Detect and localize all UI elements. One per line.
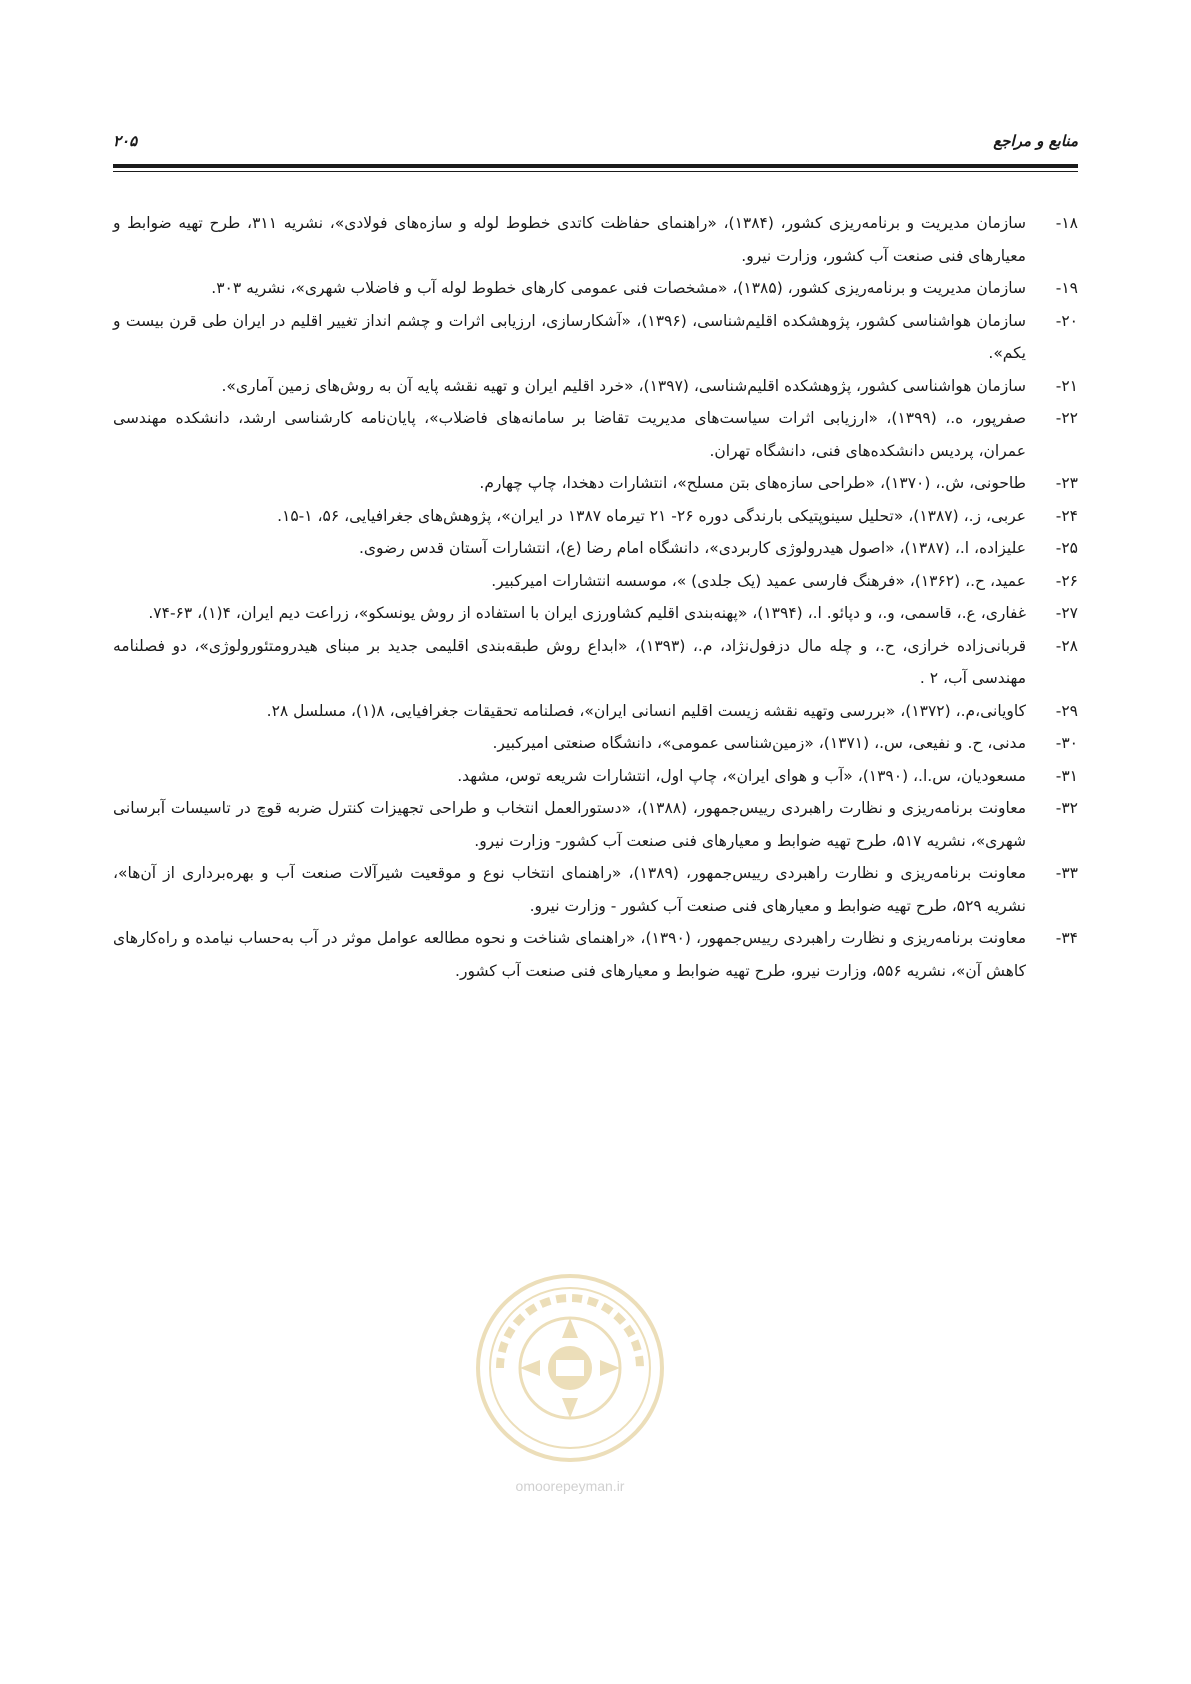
reference-item [113,792,1078,857]
reference-text: قربانی‌زاده خرازی، ح.، و چله مال دزفول‌نژاد، م.، (۱۳۹۳)، «ابداع روش طبقه‌بندی اقلیمی جدید بر مبنای هیدرومتئورولوژی»، دو فصلنامه مهندسی آب، ۲ . [113,636,1026,687]
reference-text: معاونت برنامه‌ریزی و نظارت راهبردی رییس‌جمهور، (۱۳۸۹)، «راهنمای انتخاب نوع و موقعیت شیرآلات صنعت آب و بهره‌برداری از آن‌ها»، نشریه ۵۲۹، طرح تهیه ضوابط و معیارهای فنی صنعت آب کشور - وزارت نیرو. [113,864,1026,915]
reference-text: معاونت برنامه‌ریزی و نظارت راهبردی رییس‌جمهور، (۱۳۸۸)، «دستورالعمل انتخاب و طراحی تجهیزات کنترل ضربه قوچ در تاسیسات آبرسانی شهری»، نشریه ۵۱۷، طرح تهیه ضوابط و معیارهای فنی صنعت آب کشور- وزارت نیرو. [113,799,1026,850]
reference-item [113,532,1078,565]
reference-number: ۲۰- [1055,311,1078,330]
reference-text: غفاری، ع.، قاسمی، و.، و دپائو. ا.، (۱۳۹۴)، «پهنه‌بندی اقلیم کشاورزی ایران با استفاده از روش یونسکو»، زراعت دیم ایران، ۴(۱)، ۶۳-۷۴. [148,604,1026,622]
seal-icon [470,1268,670,1468]
reference-number: ۳۳- [1055,864,1078,882]
reference-item [113,305,1078,370]
reference-text: عمید، ح.، (۱۳۶۲)، «فرهنگ فارسی عمید (یک جلدی) »، موسسه انتشارات امیرکبیر. [491,571,1026,590]
reference-text: عربی، ز.، (۱۳۸۷)، «تحلیل سینوپتیکی بارندگی دوره ۲۶- ۲۱ تیرماه ۱۳۸۷ در ایران»، پژوهش‌های جغرافیایی، ۵۶، ۱-۱۵. [277,506,1026,525]
reference-item [113,922,1078,987]
reference-text: مسعودیان، س.ا.، (۱۳۹۰)، «آب و هوای ایران»، چاپ اول، انتشارات شریعه توس، مشهد. [457,766,1026,785]
running-title: منابع و مراجع [993,132,1078,150]
reference-item [113,467,1078,500]
reference-text: سازمان هواشناسی کشور، پژوهشکده اقلیم‌شناسی، (۱۳۹۷)، «خرد اقلیم ایران و تهیه نقشه پایه آن به روش‌های زمین آماری». [221,376,1026,395]
watermark-url: omoorepeyman.ir [515,1478,625,1494]
reference-item [113,402,1078,467]
reference-number: ۲۸- [1055,636,1078,655]
reference-item [113,565,1078,598]
reference-item [113,207,1078,272]
page-number: ۲۰۵ [113,132,138,150]
reference-list [113,207,1078,987]
reference-number: ۲۳- [1055,474,1078,492]
reference-text: طاحونی، ش.، (۱۳۷۰)، «طراحی سازه‌های بتن مسلح»، انتشارات دهخدا، چاپ چهارم. [479,474,1026,492]
reference-item [113,760,1078,793]
reference-number: ۱۹- [1055,279,1078,297]
reference-number: ۲۵- [1055,539,1078,557]
header-rule-thin [113,171,1078,172]
reference-item [113,500,1078,533]
reference-text: صفرپور، ه.، (۱۳۹۹)، «ارزیابی اثرات سیاست‌های مدیریت تقاضا بر سامانه‌های فاضلاب»، پایان‌نامه کارشناسی ارشد، دانشکده مهندسی عمران، پردیس دانشکده‌های فنی، دانشگاه تهران. [113,409,1026,460]
reference-text: سازمان مدیریت و برنامه‌ریزی کشور، (۱۳۸۴)، «راهنمای حفاظت کاتدی خطوط لوله و سازه‌های فولادی»، نشریه ۳۱۱، طرح تهیه ضوابط و معیارهای فنی صنعت آب کشور، وزارت نیرو. [113,214,1026,265]
reference-number: ۳۱- [1055,766,1078,785]
reference-number: ۱۸- [1055,214,1078,232]
reference-number: ۳۰- [1055,734,1078,752]
reference-item [113,695,1078,728]
reference-number: ۲۲- [1055,409,1078,427]
reference-text: سازمان مدیریت و برنامه‌ریزی کشور، (۱۳۸۵)، «مشخصات فنی عمومی کارهای خطوط لوله آب و فاضلاب شهری»، نشریه ۳۰۳. [211,279,1026,297]
reference-number: ۲۴- [1055,506,1078,525]
reference-item [113,727,1078,760]
reference-number: ۲۹- [1055,701,1078,720]
reference-item [113,272,1078,305]
reference-number: ۳۴- [1055,929,1078,947]
page-header [113,128,1078,158]
reference-number: ۲۶- [1055,571,1078,590]
reference-item [113,370,1078,403]
reference-number: ۳۲- [1055,799,1078,817]
reference-item [113,630,1078,695]
reference-text: معاونت برنامه‌ریزی و نظارت راهبردی رییس‌جمهور، (۱۳۹۰)، «راهنمای شناخت و نحوه مطالعه عوامل موثر در آب به‌حساب نیامده و راه‌کارهای کاهش آن»، نشریه ۵۵۶، وزارت نیرو، طرح تهیه ضوابط و معیارهای فنی صنعت آب کشور. [113,929,1026,980]
publisher-watermark [470,1268,670,1508]
reference-number: ۲۷- [1055,604,1078,622]
reference-item [113,597,1078,630]
reference-text: مدنی، ح. و نفیعی، س.، (۱۳۷۱)، «زمین‌شناسی عمومی»، دانشگاه صنعتی امیرکبیر. [492,734,1026,752]
reference-text: علیزاده، ا.، (۱۳۸۷)، «اصول هیدرولوژی کاربردی»، دانشگاه امام رضا (ع)، انتشارات آستان قدس رضوی. [358,539,1026,557]
reference-text: سازمان هواشناسی کشور، پژوهشکده اقلیم‌شناسی، (۱۳۹۶)، «آشکارسازی، ارزیابی اثرات و چشم انداز تغییر اقلیم در ایران طی قرن بیست و یکم». [113,311,1026,362]
reference-text: کاویانی،م.، (۱۳۷۲)، «بررسی وتهیه نقشه زیست اقلیم انسانی ایران»، فصلنامه تحقیقات جغرافیایی، ۸(۱)، مسلسل ۲۸. [266,701,1026,720]
header-rule-thick [113,164,1078,168]
reference-item [113,857,1078,922]
reference-number: ۲۱- [1055,376,1078,395]
